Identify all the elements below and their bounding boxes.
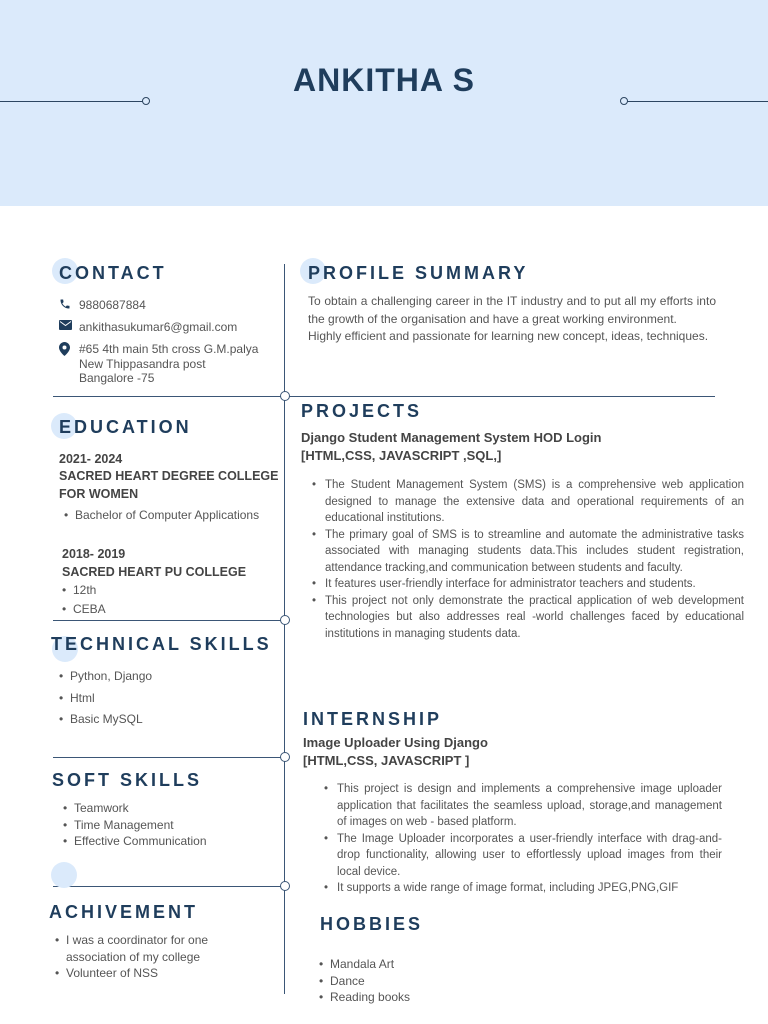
list-item: • Bachelor of Computer Applications bbox=[62, 507, 259, 524]
projects-heading: PROJECTS bbox=[301, 401, 423, 421]
internship-heading: INTERNSHIP bbox=[303, 709, 443, 729]
education-years: 2021- 2024 bbox=[59, 452, 123, 466]
achievement-list bbox=[53, 932, 208, 982]
internship-bullets bbox=[320, 781, 722, 897]
list-item: • Volunteer of NSS bbox=[53, 965, 208, 982]
list-item: • The Image Uploader incorporates a user-friendly interface with drag-and-drop functionality, allowing user to effortlessly upload images from their local device. bbox=[320, 831, 722, 881]
project-title: Django Student Management System HOD Login bbox=[301, 430, 602, 445]
achievement-heading: ACHIVEMENT bbox=[49, 902, 199, 922]
email-icon bbox=[59, 320, 79, 330]
phone-icon bbox=[59, 298, 79, 310]
technical-skills-list bbox=[57, 668, 152, 728]
education-heading: EDUCATION bbox=[59, 417, 192, 437]
list-item: • This project not only demonstrate the practical application of web development technologies but also addresses real -world challenges faced by educational institutions in managing students data. bbox=[308, 593, 744, 643]
list-item: • Time Management bbox=[61, 817, 207, 834]
profile-summary-heading: PROFILE SUMMARY bbox=[308, 263, 529, 283]
list-item bbox=[53, 932, 208, 965]
hobbies-heading: HOBBIES bbox=[320, 914, 424, 934]
achievement-line: • I was a coordinator for one bbox=[66, 933, 209, 947]
list-item: • 12th bbox=[60, 582, 106, 599]
list-item: • This project is design and implements a comprehensive image uploader application that facilitates the seamless upload, storage,and management of images on web - based platform. bbox=[320, 781, 722, 831]
profile-summary-text bbox=[308, 293, 716, 346]
contact-email bbox=[59, 320, 237, 334]
heading-accent-circle bbox=[51, 862, 77, 888]
list-item: • CEBA bbox=[60, 601, 106, 618]
header-line-left bbox=[0, 101, 143, 102]
internship-title: Image Uploader Using Django bbox=[303, 735, 488, 750]
address-line-2: New Thippasandra post bbox=[79, 356, 206, 371]
project-tech: [HTML,CSS, JAVASCRIPT ,SQL,] bbox=[301, 448, 502, 463]
header-banner bbox=[0, 0, 768, 206]
profile-paragraph: Highly efficient and passionate for learning new concept, ideas, techniques. bbox=[308, 329, 709, 343]
education-school: SACRED HEART PU COLLEGE bbox=[62, 565, 247, 579]
education-details bbox=[60, 582, 106, 617]
list-item: • Dance bbox=[317, 973, 410, 990]
header-line-right bbox=[627, 101, 768, 102]
email-address: ankithasukumar6@gmail.com bbox=[79, 320, 238, 334]
location-pin-icon bbox=[59, 342, 79, 356]
list-item: • The Student Management System (SMS) is a comprehensive web application designed to manage the extensive data and operational requirements of an educational institutions. bbox=[308, 477, 744, 527]
hobbies-list bbox=[317, 956, 410, 1006]
list-item: • Teamwork bbox=[61, 800, 207, 817]
divider-technical bbox=[53, 757, 285, 758]
divider-education bbox=[53, 620, 285, 621]
education-years: 2018- 2019 bbox=[62, 547, 126, 561]
list-item: • Basic MySQL bbox=[57, 711, 152, 728]
header-dot-right bbox=[620, 97, 628, 105]
timeline-node bbox=[280, 881, 290, 891]
soft-skills-list bbox=[61, 800, 207, 850]
list-item: • It features user-friendly interface for administrator teachers and students. bbox=[308, 576, 744, 593]
education-details bbox=[62, 507, 259, 524]
list-item: • Reading books bbox=[317, 989, 410, 1006]
list-item: • It supports a wide range of image format, including JPEG,PNG,GIF bbox=[320, 880, 722, 897]
list-item: • Python, Django bbox=[57, 668, 152, 685]
profile-paragraph: To obtain a challenging career in the IT industry and to put all my efforts into the growth of the organisation and have a great working environment. bbox=[308, 294, 716, 326]
internship-tech: [HTML,CSS, JAVASCRIPT ] bbox=[303, 753, 470, 768]
list-item: • Effective Communication bbox=[61, 833, 207, 850]
contact-heading: CONTACT bbox=[59, 263, 167, 283]
timeline-node bbox=[280, 752, 290, 762]
candidate-name: ANKITHA S bbox=[292, 62, 476, 98]
timeline-node bbox=[280, 615, 290, 625]
phone-number: 9880687884 bbox=[79, 298, 146, 312]
address-line-1: #65 4th main 5th cross G.M.palya bbox=[79, 342, 259, 356]
divider-soft bbox=[53, 886, 285, 887]
project-bullets bbox=[308, 477, 744, 642]
header-dot-left bbox=[142, 97, 150, 105]
contact-phone bbox=[59, 298, 146, 312]
soft-skills-heading: SOFT SKILLS bbox=[52, 770, 202, 790]
address-line-3: Bangalore -75 bbox=[79, 371, 155, 385]
education-school: FOR WOMEN bbox=[59, 487, 139, 501]
divider-contact bbox=[53, 396, 715, 397]
timeline-node bbox=[280, 391, 290, 401]
list-item: • The primary goal of SMS is to streamline and automate the administrative tasks associated with managing students data.This includes student registration, attendance tracking,and communication between students and faculty. bbox=[308, 527, 744, 577]
education-school: SACRED HEART DEGREE COLLEGE bbox=[59, 469, 279, 483]
list-item: • Mandala Art bbox=[317, 956, 410, 973]
list-item: • Html bbox=[57, 690, 152, 707]
technical-skills-heading: TECHNICAL SKILLS bbox=[51, 634, 272, 654]
contact-address bbox=[59, 342, 258, 386]
achievement-line: association of my college bbox=[66, 949, 201, 964]
